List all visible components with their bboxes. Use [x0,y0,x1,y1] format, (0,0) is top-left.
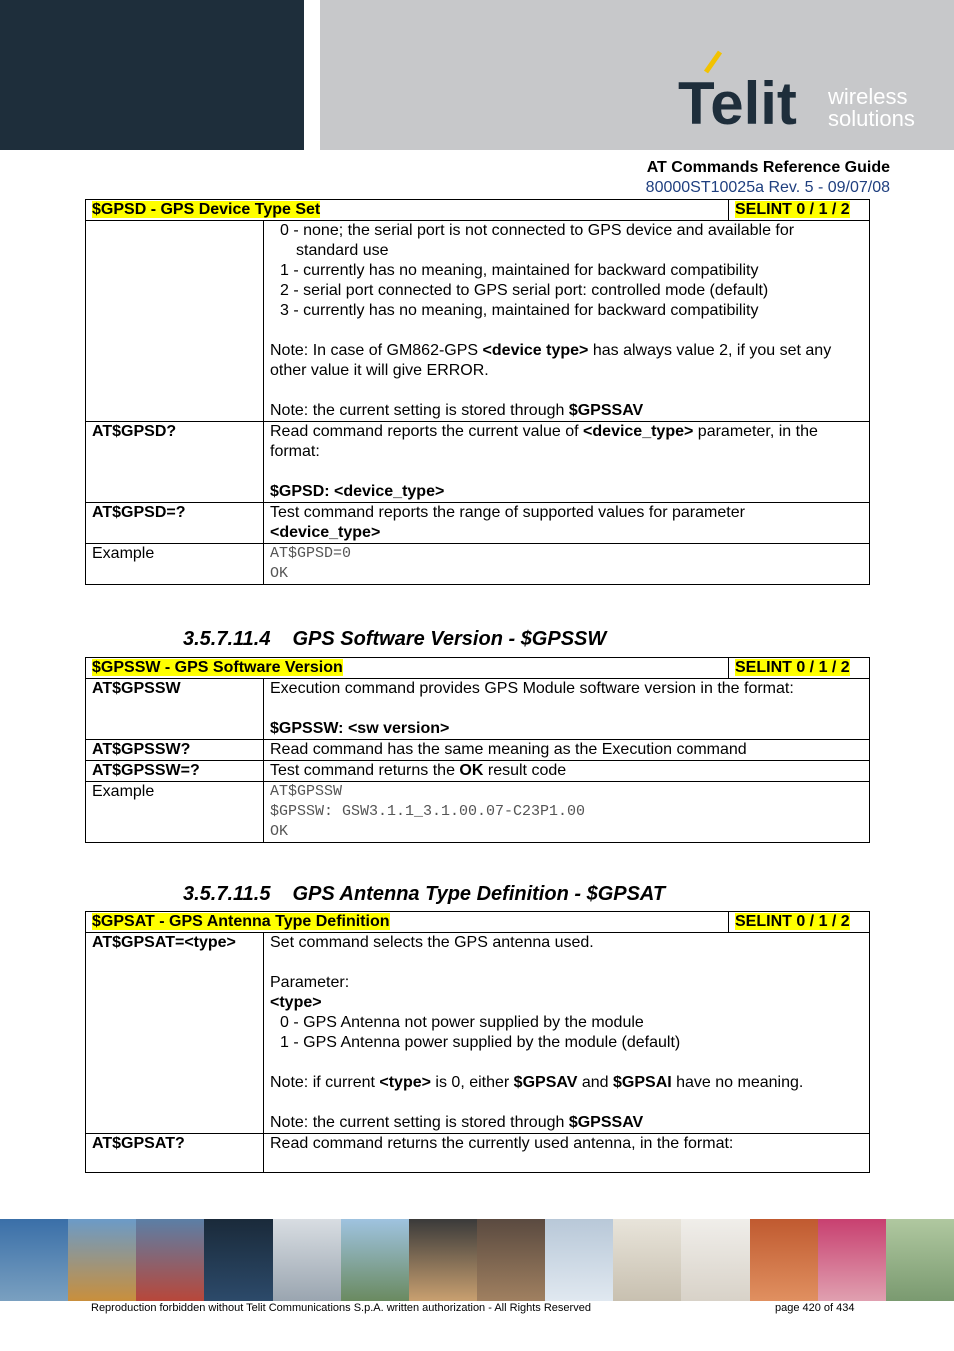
example-line: OK [270,823,289,840]
description: Execution command provides GPS Module software version in the format: [270,680,794,697]
example-line: OK [270,565,289,582]
svg-text:Telit: Telit [678,70,797,137]
value-option: 1 - currently has no meaning, maintained for backward compatibility [280,262,759,279]
value-option: 0 - GPS Antenna not power supplied by the module [280,1014,644,1031]
response-format: $GPSD: <device_type> [270,483,445,500]
table-header-row [86,912,870,933]
section-heading: 3.5.7.11.4 GPS Software Version - $GPSSW [183,628,607,650]
note: Note: if current <type> is 0, either $GPSAV and $GPSAI have no meaning. [270,1074,804,1091]
selint-label: SELINT 0 / 1 / 2 [735,201,850,218]
table-row [86,782,870,843]
table-row [86,503,870,544]
example-line: $GPSSW: GSW3.1.1_3.1.00.07-C23P1.00 [270,803,586,820]
table-row [86,221,870,422]
command-name: AT$GPSAT=<type> [86,933,264,1134]
command-name: AT$GPSD=? [86,503,264,544]
description: Test command returns the OK result code [264,761,870,782]
command-name: AT$GPSAT? [86,1134,264,1173]
parameter-name: <device_type> [270,524,381,541]
command-name: AT$GPSSW? [86,740,264,761]
table-title: $GPSSW - GPS Software Version [92,659,343,676]
description: Read command has the same meaning as the Execution command [264,740,870,761]
value-option-cont: standard use [296,242,389,259]
table-row [86,1134,870,1173]
response-format: $GPSSW: <sw version> [270,720,450,737]
table-header-row [86,658,870,679]
document-title: AT Commands Reference Guide [646,159,890,176]
value-option: 2 - serial port connected to GPS serial port: controlled mode (default) [280,282,769,299]
svg-text:wireless: wireless [828,84,908,109]
description: Set command selects the GPS antenna used. [270,934,594,951]
gpsd-table [85,199,870,585]
document-revision: 80000ST10025a Rev. 5 - 09/07/08 [645,179,890,196]
table-row [86,544,870,585]
example-line: AT$GPSD=0 [270,545,352,562]
svg-text:solutions: solutions [828,106,915,131]
selint-label: SELINT 0 / 1 / 2 [735,913,850,930]
table-row [86,740,870,761]
table-row [86,679,870,740]
table-row [86,933,870,1134]
parameter-name: <type> [270,994,322,1011]
note: Note: In case of GM862-GPS <device type> has always value 2, if you set any other value it will give ERROR. [270,342,832,379]
example-label: Example [86,544,264,585]
table-row [86,422,870,503]
description: Read command returns the currently used antenna, in the format: [264,1134,870,1173]
table-header-row [86,200,870,221]
parameter-label: Parameter: [270,974,350,991]
table-title: $GPSAT - GPS Antenna Type Definition [92,913,390,930]
note: Note: the current setting is stored through $GPSSAV [270,1114,644,1131]
value-option: 3 - currently has no meaning, maintained for backward compatibility [280,302,759,319]
description: Read command reports the current value of <device_type> parameter, in the format: [270,423,818,460]
command-name: AT$GPSD? [86,422,264,503]
value-option: 0 - none; the serial port is not connected to GPS device and available for [280,222,795,239]
command-name: AT$GPSSW [86,679,264,740]
value-option: 1 - GPS Antenna power supplied by the module (default) [280,1034,681,1051]
example-line: AT$GPSSW [270,783,343,800]
footer-copyright: Reproduction forbidden without Telit Communications S.p.A. written authorization - All Rights Reserved [91,1302,591,1314]
table-row [86,761,870,782]
section-heading: 3.5.7.11.5 GPS Antenna Type Definition - $GPSAT [183,883,666,905]
note: Note: the current setting is stored through $GPSSAV [270,402,644,419]
command-name: AT$GPSSW=? [86,761,264,782]
selint-label: SELINT 0 / 1 / 2 [735,659,850,676]
page-number: page 420 of 434 [775,1302,855,1314]
table-title: $GPSD - GPS Device Type Set [92,201,321,218]
gpssw-table [85,657,870,843]
telit-logo [676,50,936,140]
footer-photo-strip [0,1219,954,1301]
header-dark-panel [0,0,304,150]
example-label: Example [86,782,264,843]
gpsat-table [85,911,870,1173]
description: Test command reports the range of supported values for parameter [270,504,745,521]
